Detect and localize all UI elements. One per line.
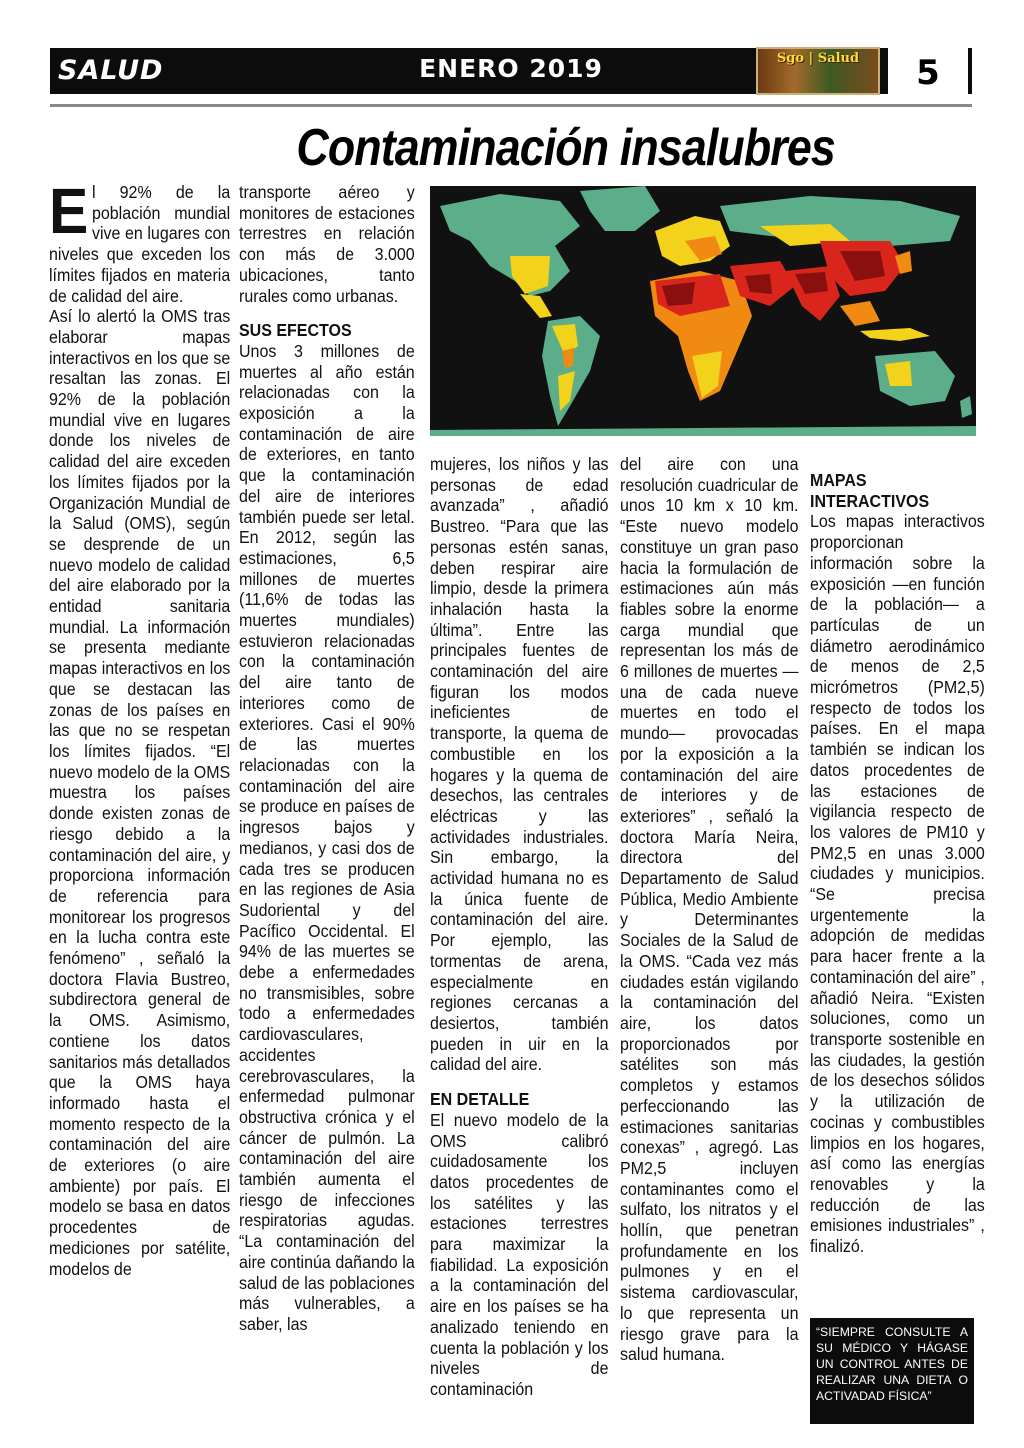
page-header [50,48,972,94]
paragraph-body: transporte aéreo y monitores de estaciones terrestres en relación con más de 3.000 ubicaciones, tanto rurales como urbanas. [239,182,415,306]
paragraph-body: Unos 3 millones de muertes al año están relacionadas con la exposición a la contaminación de aire de exteriores, en tanto que la contaminación del aire de interiores también puede ser letal. En 2012, según las estimaciones, 6,5 millones de muertes (11,6% de todas las muertes mundiales) estuvieron relacionadas con la contaminación del aire tanto de interiores como de exteriores. Casi el 90% de las muertes relacionadas con la contaminación del aire se produce en países de ingresos bajos y medianos, y casi dos de cada tres se producen en las regiones de Asia Sudoriental y del Pacífico Occidental. El 94% de las muertes se debe a enfermedades no transmisibles, sobre todo a enfermedades cardiovasculares, accidentes cerebrovasculares, la enfermedad pulmonar obstructiva crónica y el cáncer de pulmón. La contaminación del aire también aumenta el riesgo de infecciones respiratorias agudas. “La contaminación del aire continúa dañando la salud de las poblaciones más vulnerables, a saber, las [239,340,415,1334]
health-notice-box: “SIEMPRE CONSULTE A SU MÉDICO Y HÁGASE UN CONTROL ANTES DE REALIZAR UNA DIETA O ACTIVADAD FÍSICA” [810,1318,974,1424]
article-column-5 [810,470,985,1320]
article-column-3 [430,454,608,1434]
paragraph-body: del aire con una resolución cuadricular de unos 10 km x 10 km. “Este nuevo modelo constituye un gran paso hacia la formulación de estimaciones aún más fiables sobre la enorme carga mundial que representan los más de 6 millones de muertes —una de cada nueve muertes en todo el mundo— provocadas por la exposición a la contaminación del aire de interiores y de exteriores” , señaló la doctora María Neira, directora del Departamento de Salud Pública, Medio Ambiente y Determinantes Sociales de la Salud de la OMS. “Cada vez más ciudades están vigilando la contaminación del aire, los datos proporcionados por satélites son más completos y estamos perfeccionando las estimaciones sanitarias conexas” , agregó. Las PM2,5 incluyen contaminantes como el sulfato, los nitratos y el hollín, que penetran profundamente en los pulmones y en el sistema cardiovascular, lo que representa un riesgo grave para la salud humana. [620,454,799,1365]
logo-text: Sgo | Salud [776,51,860,66]
section-label: SALUD [58,55,164,86]
paragraph-body: mujeres, los niños y las personas de edad avanzada” , añadió Bustreo. “Para que las personas estén sanas, deben respirar aire limpio, desde la primera inhalación hasta la última”. Entre las principales fuentes de contaminación del aire figuran los modos ineficientes de transporte, la quema de combustible en los hogares y la quema de desechos, las centrales eléctricas y las actividades industriales. Sin embargo, la actividad humana no es la única fuente de contaminación del aire. Por ejemplo, las tormentas de arena, especialmente en regiones cercanas a desiertos, también pueden in uir en la calidad del aire. [430,454,609,1075]
article-column-1 [49,182,230,1422]
paragraph-lead: l 92% de la población mundial vive en lugares con niveles que exceden los límites fijados en materia de calidad del aire. [49,182,231,306]
page-number: 5 [888,48,968,94]
article-headline: Contaminación insalubres [296,119,835,177]
drop-cap: E [49,182,89,247]
subheading-mapas: MAPAS INTERACTIVOS [810,470,930,511]
air-pollution-world-map [430,186,976,436]
paragraph-body: El nuevo modelo de la OMS calibró cuidadosamente los datos procedentes de los satélites y las estaciones terrestres para maximizar la fiabilidad. La exposición a la contaminación del aire en los países se ha analizado teniendo en cuenta la población y los niveles de contaminación [430,1109,609,1399]
publication-logo [756,47,880,95]
article-column-2 [239,182,415,1422]
article-column-4 [620,454,798,1434]
subheading-efectos: SUS EFECTOS [239,320,352,341]
subheading-detalle: EN DETALLE [430,1089,530,1110]
paragraph-body: Los mapas interactivos proporcionan información sobre la exposición —en función de la población— a partículas de un diámetro aerodinámico de menos de 2,5 micrómetros (PM2,5) respecto de todos los países. En el mapa también se indican los datos procedentes de las estaciones de vigilancia respecto de los valores de PM10 y PM2,5 en unas 3.000 ciudades y municipios. “Se precisa urgentemente la adopción de medidas para hacer frente a la contaminación del aire” , añadió Neira. “Existen soluciones, como un transporte sostenible en las ciudades, la gestión de los desechos sólidos y la utilización de cocinas y combustibles limpios en los hogares, así como las energías renovables y la reducción de las emisiones industriales” , finalizó. [810,511,985,1257]
header-divider [50,104,972,107]
paragraph-body: Así lo alertó la OMS tras elaborar mapas interactivos en los que se resaltan las zonas. El 92% de la población mundial vive en lugares donde los niveles de calidad del aire exceden los límites fijados por la Organización Mundial de la Salud (OMS), según se desprende de un nuevo modelo de calidad del aire elaborado por la entidad sanitaria mundial. La información se presenta mediante mapas interactivos en los que se destacan las zonas de los países en las que no se respetan los límites fijados. “El nuevo modelo de la OMS muestra los países donde existen zonas de riesgo debido a la contaminación del aire, y proporciona información de referencia para monitorear los progresos en la lucha contra este fenómeno” , señaló la doctora Flavia Bustreo, subdirectora general de la OMS. Asimismo, contiene los datos sanitarios más detallados que la OMS haya informado hasta el momento respecto de la contaminación del aire de exteriores (o aire ambiente) por país. El modelo se basa en datos procedentes de mediciones por satélite, modelos de [49,306,231,1279]
issue-date: ENERO 2019 [419,54,603,83]
